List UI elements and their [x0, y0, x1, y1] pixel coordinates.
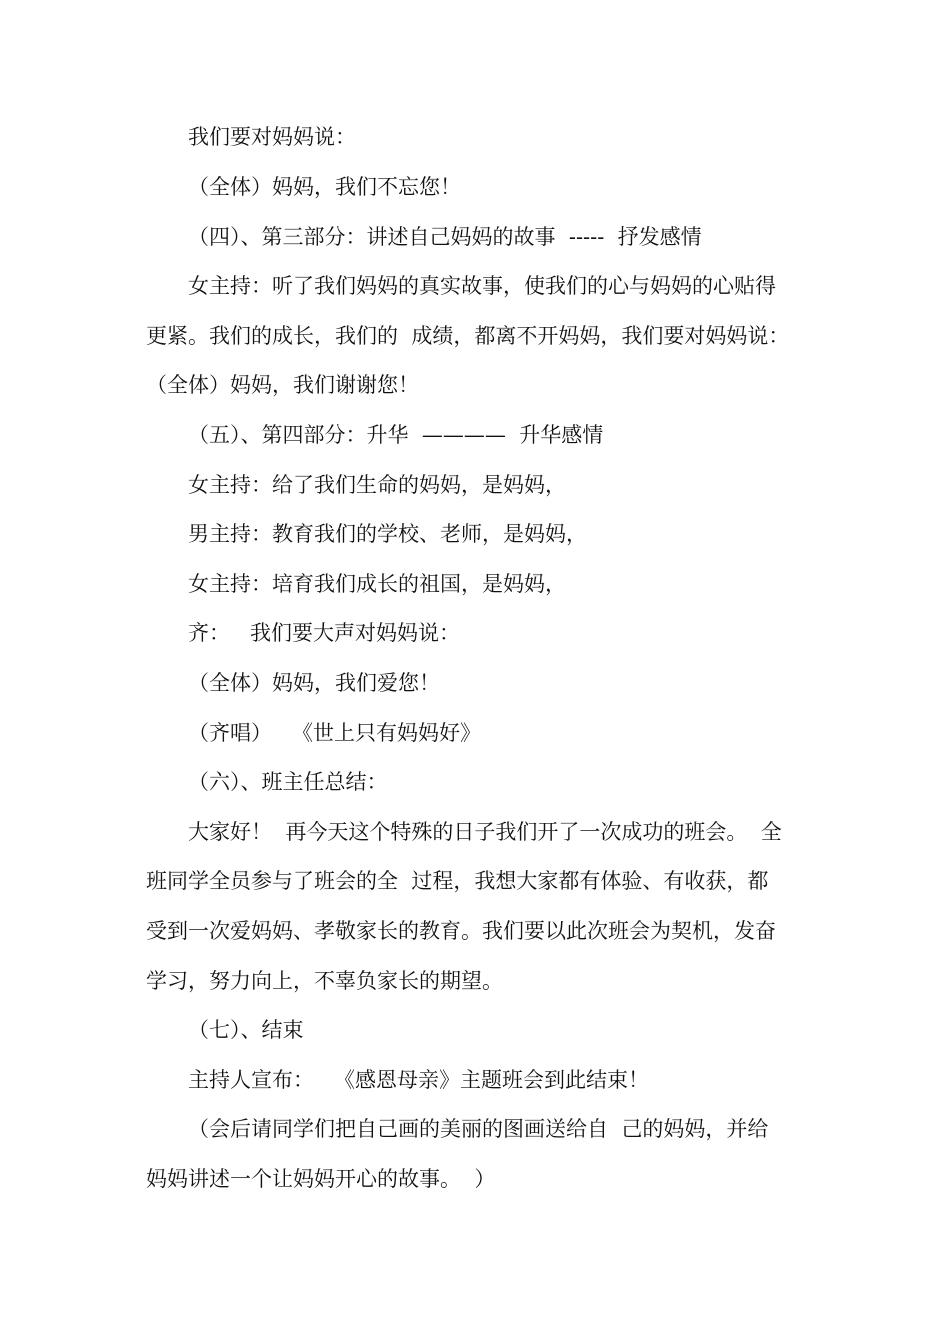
text-line: （全体）妈妈，我们不忘您！: [188, 175, 461, 199]
text-line: 学习，努力向上，不辜负家长的期望。: [146, 969, 503, 993]
text-line: （齐唱） 《世上只有妈妈好》: [188, 721, 482, 745]
text-line: 大家好！ 再今天这个特殊的日子我们开了一次成功的班会。 全: [188, 820, 782, 844]
section-heading: （四）、第三部分：讲述自己妈妈的故事 ----- 抒发感情: [188, 225, 702, 249]
text-line: 更紧。我们的成长，我们的 成绩，都离不开妈妈，我们要对妈妈说：: [146, 324, 790, 348]
text-line: 齐： 我们要大声对妈妈说：: [188, 621, 461, 645]
text-line: 男主持：教育我们的学校、老师，是妈妈，: [188, 522, 587, 546]
text-line: 受到一次爱妈妈、孝敬家长的教育。我们要以此次班会为契机，发奋: [146, 919, 776, 943]
text-line: 班同学全员参与了班会的全 过程，我想大家都有体验、有收获，都: [146, 869, 769, 893]
text-line: 我们要对妈妈说：: [188, 125, 356, 149]
text-line: 女主持：培育我们成长的祖国，是妈妈，: [188, 572, 566, 596]
text-line: （全体）妈妈，我们爱您！: [188, 671, 440, 695]
text-line: 主持人宣布： 《感恩母亲》主题班会到此结束！: [188, 1068, 650, 1092]
text-line: （全体）妈妈，我们谢谢您！: [146, 373, 419, 397]
text-line: 妈妈讲述一个让妈妈开心的故事。 ）: [146, 1167, 496, 1191]
section-heading: （七）、结束: [188, 1018, 304, 1042]
section-heading: （六）、班主任总结：: [188, 770, 388, 794]
text-line: 女主持：听了我们妈妈的真实故事，使我们的心与妈妈的心贴得: [188, 274, 776, 298]
text-line: 女主持：给了我们生命的妈妈，是妈妈，: [188, 473, 566, 497]
text-line: （会后请同学们把自己画的美丽的图画送给自 己的妈妈，并给: [188, 1117, 769, 1141]
section-heading: （五）、第四部分：升华 ———— 升华感情: [188, 423, 604, 447]
